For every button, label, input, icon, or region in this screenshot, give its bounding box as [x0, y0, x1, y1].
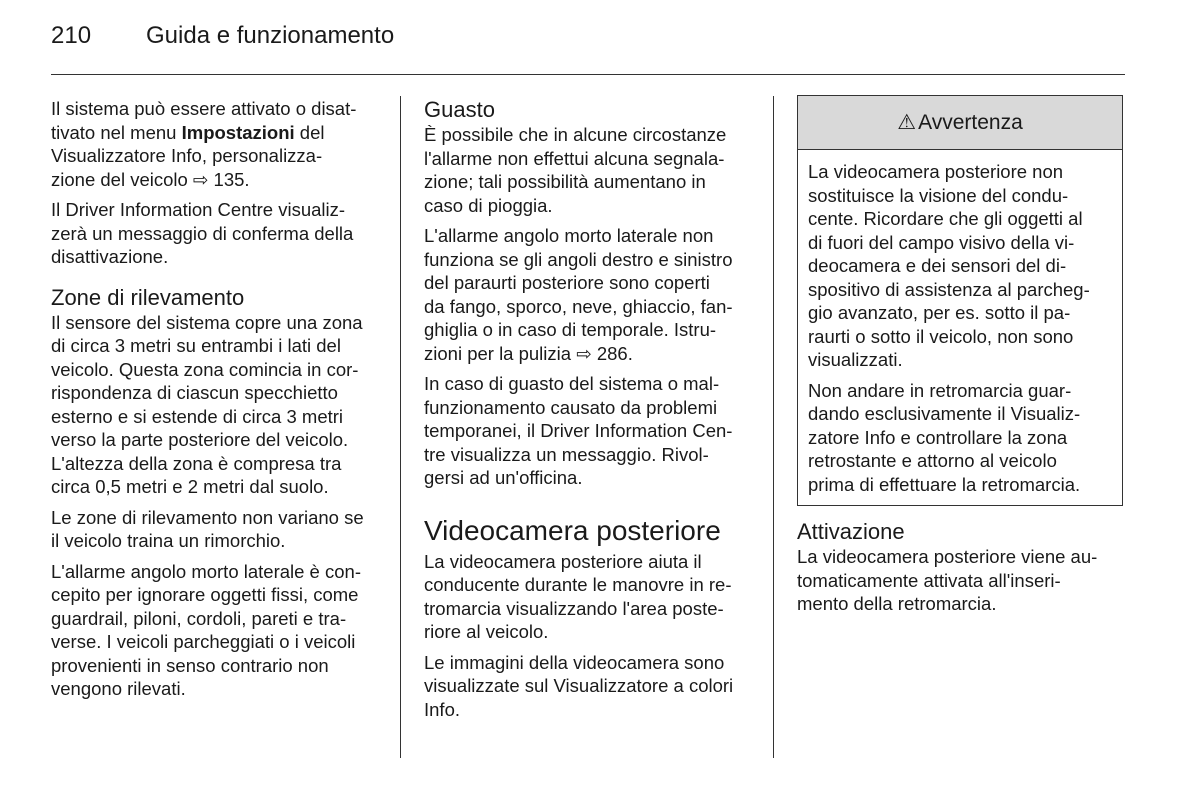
- warning-header: [798, 96, 1122, 150]
- text-line: ghiglia o in caso di temporale. Istru-: [424, 319, 717, 340]
- paragraph: [808, 160, 1112, 372]
- text-line: dando esclusivamente il Visualiz-: [808, 403, 1081, 424]
- text-line: tomaticamente attivata all'inseri-: [797, 569, 1061, 591]
- text-line: funzionamento causato da problemi: [424, 396, 718, 418]
- text-line: L'allarme angolo morto laterale è con-: [51, 560, 361, 582]
- text-line: visualizzati.: [808, 349, 903, 370]
- text-line: [51, 121, 386, 145]
- menu-name-impostazioni: Impostazioni: [181, 121, 295, 143]
- text-line: l'allarme non effettui alcuna segnala-: [424, 147, 725, 169]
- text-line: temporanei, il Driver Information Cen-: [424, 420, 733, 441]
- text-line: Il Driver Information Centre visualiz-: [51, 199, 346, 220]
- text-line: gersi ad un'officina.: [424, 467, 583, 488]
- paragraph: [808, 379, 1112, 497]
- warning-body: [798, 150, 1122, 505]
- text-line: tre visualizza un messaggio. Rivol-: [424, 443, 709, 465]
- warning-box: [797, 95, 1123, 506]
- text-line: sostituisce la visione del condu-: [808, 184, 1069, 206]
- page-header: [51, 22, 394, 50]
- text-line: Info.: [424, 698, 460, 720]
- text-line[interactable]: zioni per la pulizia ⇨ 286.: [424, 342, 633, 364]
- text-line: Le zone di rilevamento non variano se: [51, 506, 364, 528]
- text-line: riore al veicolo.: [424, 621, 549, 642]
- paragraph: [51, 311, 386, 499]
- text-line: il veicolo traina un rimorchio.: [51, 530, 286, 551]
- text-line: mento della retromarcia.: [797, 593, 997, 614]
- text-line: rispondenza di ciascun specchietto: [51, 382, 338, 403]
- text-line: cepito per ignorare oggetti fissi, come: [51, 584, 359, 605]
- text-line: zione; tali possibilità aumentano in: [424, 171, 706, 192]
- text-line: di fuori del campo visivo della vi-: [808, 231, 1075, 253]
- text-line: In caso di guasto del sistema o mal-: [424, 373, 720, 394]
- text-line: circa 0,5 metri e 2 metri dal suolo.: [51, 476, 329, 497]
- text-line: Le immagini della videocamera sono: [424, 651, 725, 673]
- text-line: funziona se gli angoli destro e sinistro: [424, 248, 733, 270]
- column-divider-1: [400, 96, 401, 758]
- text-line: veicolo. Questa zona comincia in cor-: [51, 358, 359, 380]
- paragraph: [51, 560, 386, 701]
- page-reference-link[interactable]: zione del veicolo ⇨ 135.: [51, 168, 250, 190]
- text-line: conducente durante le manovre in re-: [424, 574, 732, 595]
- paragraph: [424, 651, 759, 722]
- paragraph: [51, 506, 386, 553]
- section-heading-videocamera: Videocamera posteriore: [424, 514, 721, 546]
- text-span: tivato nel menu: [51, 121, 182, 143]
- text-line: provenienti in senso contrario non: [51, 654, 329, 676]
- text-line: guardrail, piloni, cordoli, pareti e tra-: [51, 607, 347, 629]
- text-line: La videocamera posteriore viene au-: [797, 546, 1098, 567]
- section-heading-attivazione: Attivazione: [797, 519, 905, 544]
- text-line: verse. I veicoli parcheggiati o i veicoli: [51, 631, 356, 652]
- text-line: zatore Info e controllare la zona: [808, 426, 1068, 448]
- chapter-title: Guida e funzionamento: [146, 22, 395, 49]
- paragraph: [424, 123, 759, 217]
- text-line: di circa 3 metri su entrambi i lati del: [51, 335, 341, 356]
- text-line: L'altezza della zona è compresa tra: [51, 452, 342, 474]
- text-line: da fango, sporco, neve, ghiaccio, fan-: [424, 295, 733, 317]
- text-line: prima di effettuare la retromarcia.: [808, 473, 1081, 495]
- warning-title: Avvertenza: [918, 110, 1023, 134]
- paragraph: [797, 545, 1127, 616]
- page-number: 210: [51, 22, 92, 49]
- text-line: raurti o sotto il veicolo, non sono: [808, 325, 1074, 347]
- text-line: È possibile che in alcune circostanze: [424, 124, 727, 145]
- text-span: del: [294, 121, 325, 143]
- column-1: [51, 97, 386, 708]
- text-line: tromarcia visualizzando l'area poste-: [424, 597, 724, 619]
- text-line: del paraurti posteriore sono coperti: [424, 272, 710, 293]
- paragraph: [424, 372, 759, 490]
- section-heading-zone: Zone di rilevamento: [51, 284, 245, 310]
- text-line: verso la parte posteriore del veicolo.: [51, 429, 349, 450]
- text-line: caso di pioggia.: [424, 194, 553, 216]
- text-line: La videocamera posteriore aiuta il: [424, 550, 702, 572]
- text-line: spositivo di assistenza al parcheg-: [808, 278, 1090, 300]
- paragraph: [424, 224, 759, 365]
- paragraph: [424, 550, 759, 644]
- warning-triangle-icon: ⚠: [897, 110, 917, 134]
- text-line: esterno e si estende di circa 3 metri: [51, 405, 344, 427]
- text-line: visualizzate sul Visualizzatore a colori: [424, 675, 734, 696]
- text-line: zerà un messaggio di conferma della: [51, 222, 354, 244]
- column-divider-2: [773, 96, 774, 758]
- text-line: Il sensore del sistema copre una zona: [51, 311, 363, 333]
- text-line: deocamera e dei sensori del di-: [808, 255, 1067, 276]
- text-line: gio avanzato, per es. sotto il pa-: [808, 302, 1071, 323]
- column-3: [797, 95, 1127, 623]
- paragraph: [51, 198, 386, 269]
- text-line: retrostante e attorno al veicolo: [808, 450, 1057, 471]
- section-heading-guasto: Guasto: [424, 97, 495, 122]
- text-line: La videocamera posteriore non: [808, 161, 1064, 182]
- text-line: Il sistema può essere attivato o disat-: [51, 98, 357, 119]
- text-line: cente. Ricordare che gli oggetti al: [808, 208, 1083, 229]
- text-line: L'allarme angolo morto laterale non: [424, 225, 714, 246]
- text-line: Non andare in retromarcia guar-: [808, 379, 1072, 401]
- paragraph: [51, 97, 386, 191]
- column-2: [424, 97, 759, 728]
- text-line: vengono rilevati.: [51, 678, 186, 699]
- text-line: disattivazione.: [51, 246, 169, 267]
- text-line: Visualizzatore Info, personalizza-: [51, 145, 323, 166]
- header-rule: [51, 74, 1125, 75]
